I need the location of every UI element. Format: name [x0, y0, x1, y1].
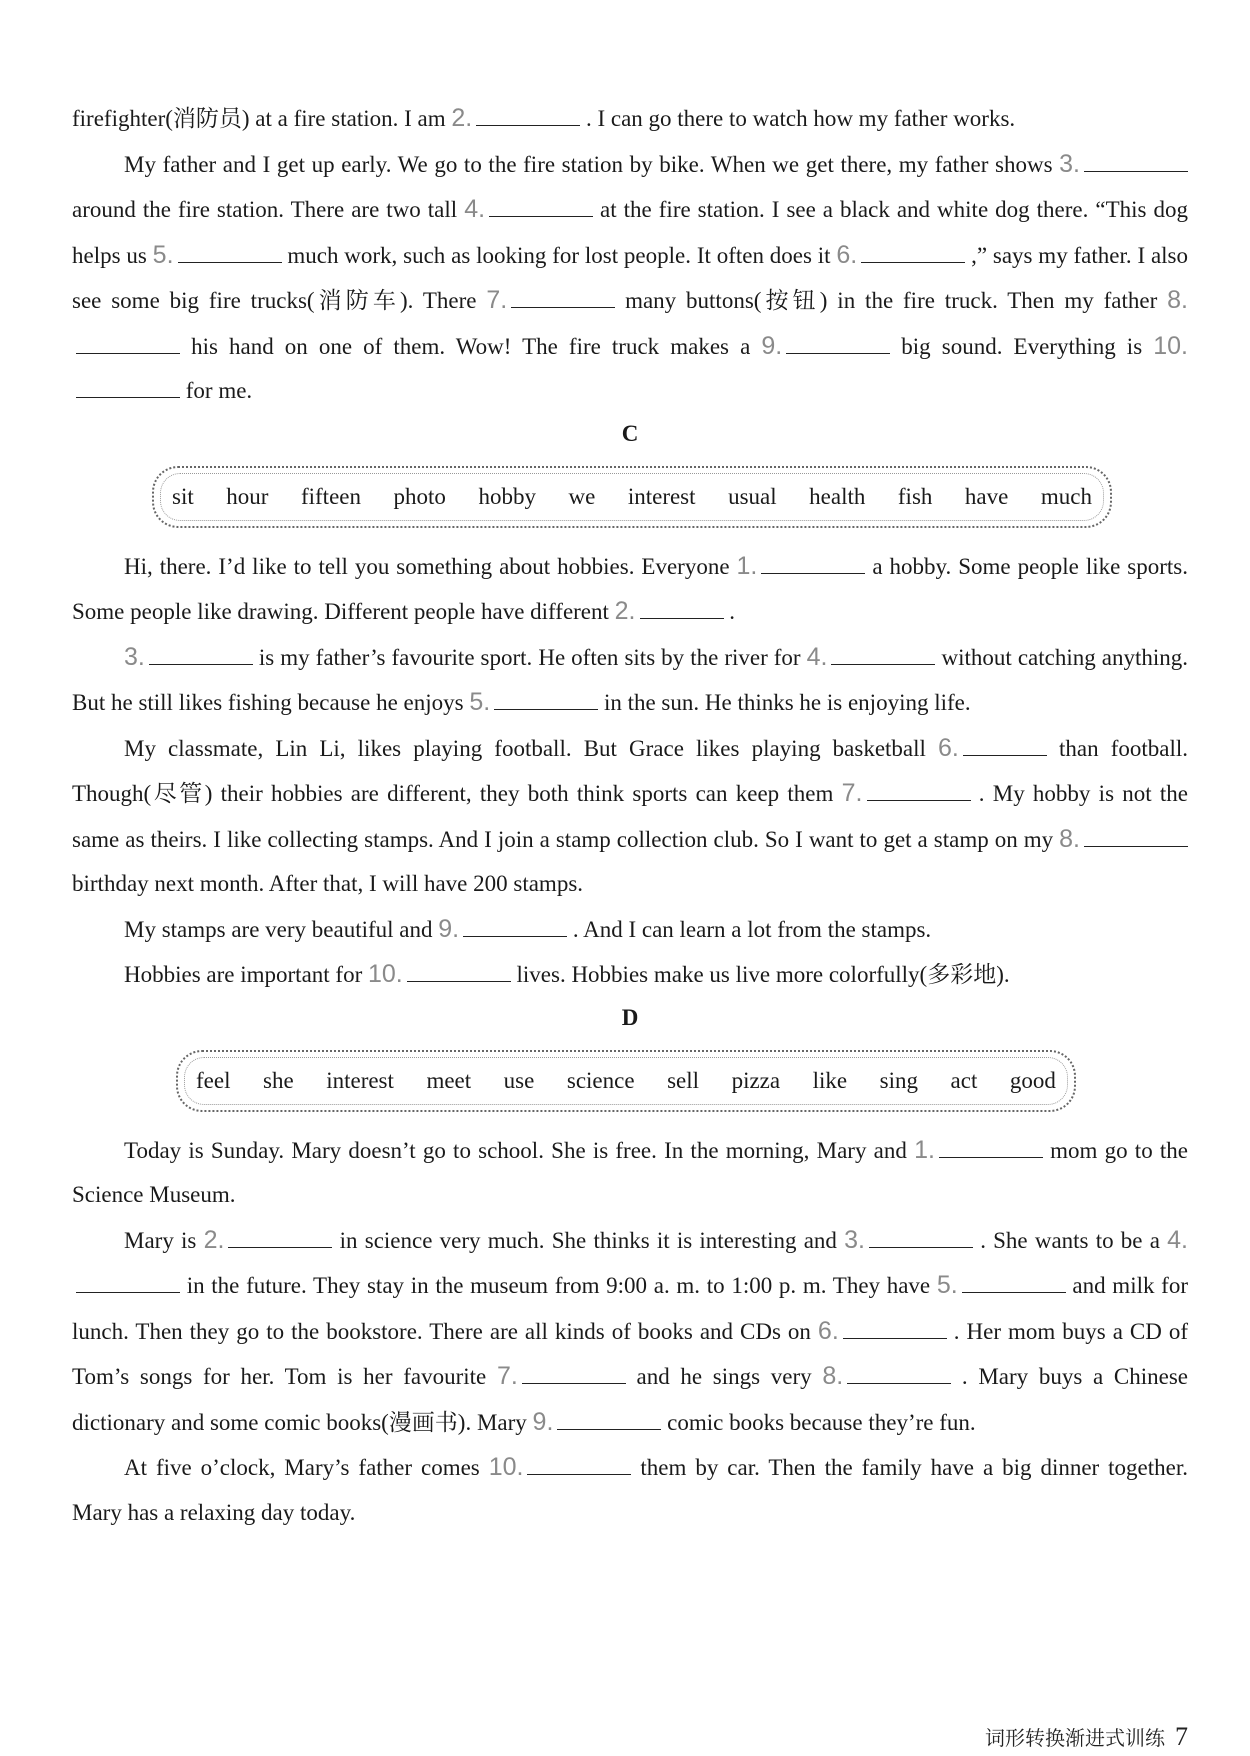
text: mom go to the Science Museum. [72, 1137, 1188, 1207]
answer-blank[interactable] [463, 918, 567, 937]
question-number: 4. [1167, 1225, 1188, 1254]
text: My stamps are very beautiful and [124, 916, 439, 942]
question-number: 8. [1167, 286, 1188, 314]
answer-blank[interactable] [847, 1365, 951, 1384]
paragraph-d3 [72, 1445, 1188, 1535]
word-bank-item: fifteen [300, 483, 361, 509]
question-number: 4. [806, 642, 828, 671]
question-number: 10. [488, 1453, 524, 1481]
question-number: 5. [936, 1271, 958, 1299]
word-bank-item: feel [196, 1067, 231, 1093]
text: birthday next month. After that, I will have 200 stamps. [72, 871, 584, 896]
text: My father and I get up early. We go to the fire station by bike. When we get there, my father shows [124, 151, 1060, 177]
word-bank-item: photo [393, 483, 446, 509]
answer-blank[interactable] [489, 198, 593, 217]
text: My classmate, Lin Li, likes playing football. But Grace likes playing basketball [124, 735, 939, 761]
text: and he sings very [625, 1364, 823, 1389]
answer-blank[interactable] [522, 1365, 626, 1384]
text: at the fire station. I see a black and white dog there. “This dog helps us [72, 197, 1188, 268]
text: . My hobby is not the same as theirs. I like collecting stamps. And I join a stamp collection club. So I want to get a stamp on my [72, 781, 1189, 852]
question-number: 6. [817, 1316, 839, 1345]
answer-blank[interactable] [178, 244, 282, 263]
question-number: 9. [761, 331, 783, 360]
question-number: 2. [203, 1225, 225, 1254]
text: than football. Though(尽管) their hobbies are different, they both think sports can keep them [72, 735, 1188, 806]
word-bank-item: sell [667, 1067, 700, 1093]
question-number: 2. [451, 104, 473, 132]
question-number: 8. [1059, 824, 1080, 853]
text: and milk for lunch. Then they go to the bookstore. There are all kinds of books and CDs on [72, 1273, 1188, 1344]
question-number: 3. [124, 642, 145, 671]
text: for me. [180, 378, 253, 403]
word-bank-d [176, 1050, 1076, 1112]
answer-blank[interactable] [939, 1139, 1043, 1158]
text: his hand on one of them. Wow! The fire truck makes a [180, 333, 762, 359]
text: is my father’s favourite sport. He often sits by the river for [252, 644, 807, 670]
paragraph-c1 [72, 544, 1188, 635]
text: without catching anything. But he still likes fishing because he enjoys [72, 644, 1188, 715]
text: in the sun. He thinks he is enjoying life. [598, 690, 971, 715]
worksheet-page [72, 96, 1188, 1535]
text: big sound. Everything is [890, 333, 1154, 359]
question-number: 7. [841, 779, 863, 807]
word-bank-item: like [812, 1067, 848, 1093]
word-bank-item: we [568, 483, 596, 509]
word-bank-item: hour [226, 483, 269, 509]
answer-blank[interactable] [867, 782, 971, 801]
text: . I can go there to watch how my father works. [580, 106, 1016, 131]
question-number: 2. [614, 597, 636, 625]
question-number: 1. [914, 1135, 935, 1164]
word-bank-item: sit [172, 483, 194, 509]
word-bank-item: usual [728, 483, 777, 509]
text: much work, such as looking for lost people. It often does it [281, 242, 837, 268]
answer-blank[interactable] [1084, 828, 1188, 847]
paragraph-c5 [72, 952, 1188, 998]
answer-blank[interactable] [476, 107, 580, 126]
word-bank-item: science [566, 1067, 635, 1093]
question-number: 5. [152, 240, 174, 269]
text: firefighter(消防员) at a fire station. I am [72, 106, 452, 131]
book-title: 词形转换渐进式训练 [985, 1726, 1165, 1750]
word-bank-item: interest [627, 483, 696, 509]
word-bank-item: she [263, 1067, 294, 1093]
paragraph-b1 [72, 96, 1188, 142]
text: around the fire station. There are two tall [72, 197, 465, 222]
page-number: 7 [1175, 1722, 1188, 1751]
text: lives. Hobbies make us live more colorfully(多彩地). [510, 962, 1010, 987]
word-bank-item: hobby [478, 483, 536, 509]
text: many buttons(按钮) in the fire truck. Then my father [615, 288, 1168, 313]
question-number: 10. [1153, 331, 1188, 360]
text: At five o’clock, Mary’s father comes [124, 1455, 489, 1480]
answer-blank[interactable] [557, 1411, 661, 1430]
answer-blank[interactable] [494, 691, 598, 710]
text: . And I can learn a lot from the stamps. [567, 916, 932, 942]
answer-blank[interactable] [76, 335, 180, 354]
text: in science very much. She thinks it is interesting and [332, 1227, 845, 1253]
question-number: 8. [822, 1362, 844, 1390]
answer-blank[interactable] [869, 1229, 973, 1248]
question-number: 1. [736, 551, 758, 580]
word-bank-item: health [809, 483, 866, 509]
question-number: 5. [469, 688, 491, 716]
answer-blank[interactable] [407, 963, 511, 982]
answer-blank[interactable] [76, 1274, 180, 1293]
question-number: 3. [1059, 149, 1080, 178]
question-number: 7. [486, 286, 508, 314]
word-bank-item: good [1009, 1067, 1056, 1093]
text: . [723, 599, 736, 624]
word-bank-item: sing [879, 1067, 918, 1093]
paragraph-c3 [72, 726, 1188, 907]
question-number: 3. [844, 1225, 865, 1254]
answer-blank[interactable] [1084, 153, 1188, 172]
answer-blank[interactable] [149, 646, 253, 665]
answer-blank[interactable] [511, 289, 615, 308]
answer-blank[interactable] [831, 646, 935, 665]
section-heading-d: D [621, 1004, 639, 1030]
answer-blank[interactable] [843, 1320, 947, 1339]
text: a hobby. Some people like sports. Some people like drawing. Different people have different [72, 553, 1188, 624]
text: . Her mom buys a CD of Tom’s songs for her. Tom is her favourite [72, 1318, 1188, 1389]
question-number: 9. [438, 914, 460, 943]
question-number: 7. [496, 1362, 518, 1390]
paragraph-d1 [72, 1128, 1188, 1218]
text: Hi, there. I’d like to tell you something about hobbies. Everyone [124, 553, 737, 579]
text: ,” says my father. I also see some big fire trucks(消防车). There [72, 242, 1189, 313]
word-bank-item: use [503, 1067, 535, 1093]
text: Hobbies are important for [124, 962, 368, 987]
answer-blank[interactable] [962, 1274, 1066, 1293]
answer-blank[interactable] [640, 600, 724, 619]
text: comic books because they’re fun. [661, 1409, 976, 1435]
word-bank-item: fish [897, 483, 933, 509]
answer-blank[interactable] [963, 737, 1047, 756]
question-number: 10. [367, 960, 403, 988]
paragraph-b2 [72, 142, 1188, 414]
paragraph-c4 [72, 907, 1188, 953]
word-bank-item: interest [326, 1067, 394, 1093]
word-bank-item: pizza [731, 1067, 781, 1093]
question-number: 9. [532, 1407, 554, 1436]
word-bank-c [152, 466, 1112, 528]
question-number: 6. [836, 240, 858, 269]
text: . Mary buys a Chinese dictionary and some comic books(漫画书). Mary [72, 1364, 1188, 1435]
question-number: 4. [464, 195, 486, 223]
paragraph-d2 [72, 1218, 1188, 1446]
answer-blank[interactable] [861, 244, 965, 263]
answer-blank[interactable] [76, 379, 180, 398]
word-bank-item: act [950, 1067, 978, 1093]
section-heading-c: C [621, 420, 639, 446]
text: Mary is [124, 1227, 204, 1253]
question-number: 6. [938, 733, 959, 762]
answer-blank[interactable] [786, 335, 890, 354]
page-footer [985, 1722, 1188, 1752]
word-bank-item: have [964, 483, 1009, 509]
word-bank-item: meet [426, 1067, 472, 1093]
text: in the future. They stay in the museum from 9:00 a. m. to 1:00 p. m. They have [180, 1273, 937, 1298]
text: them by car. Then the family have a big dinner together. Mary has a relaxing day today. [72, 1455, 1188, 1525]
word-bank-item: much [1040, 483, 1092, 509]
answer-blank[interactable] [228, 1229, 332, 1248]
answer-blank[interactable] [761, 555, 865, 574]
text: . She wants to be a [972, 1227, 1168, 1253]
paragraph-c2 [72, 635, 1188, 726]
answer-blank[interactable] [527, 1456, 631, 1475]
text: Today is Sunday. Mary doesn’t go to school. She is free. In the morning, Mary and [124, 1137, 915, 1163]
